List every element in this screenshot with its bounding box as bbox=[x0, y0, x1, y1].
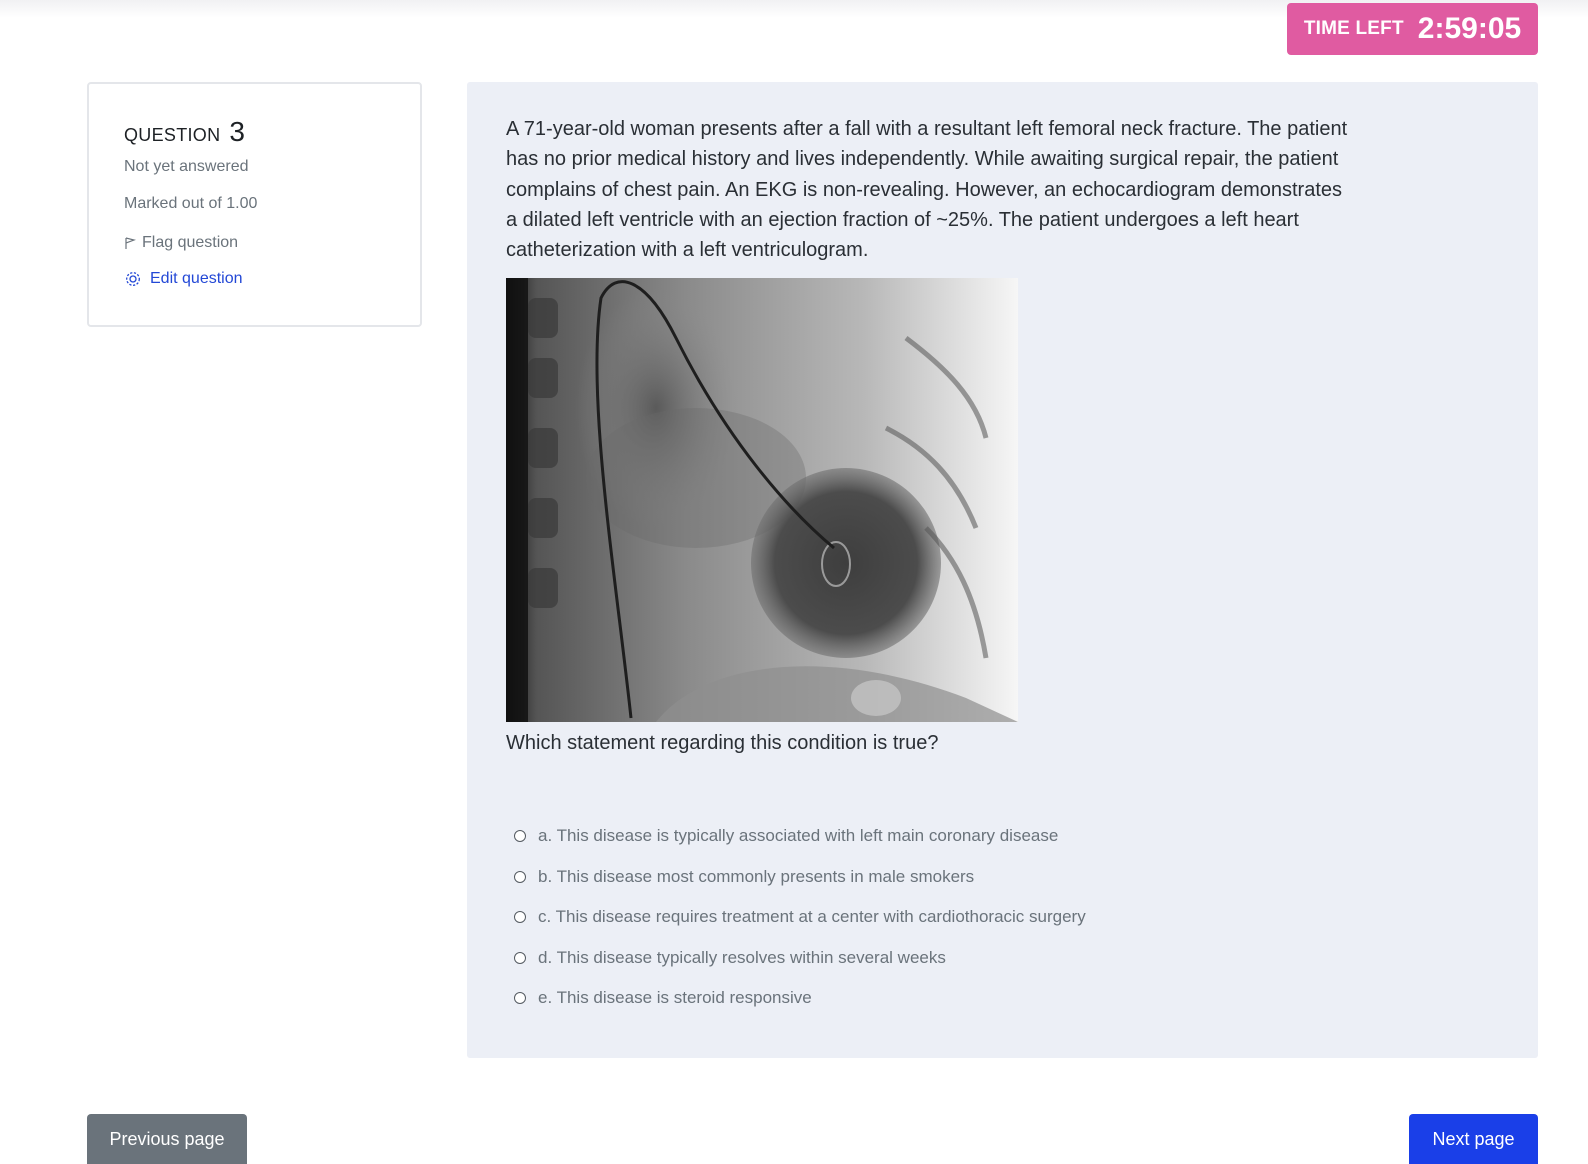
flag-question-link[interactable] bbox=[124, 234, 238, 252]
edit-question-label: Edit question bbox=[150, 270, 243, 287]
time-left-timer bbox=[1287, 3, 1538, 55]
answer-option[interactable] bbox=[514, 897, 1086, 938]
question-stem bbox=[506, 114, 1386, 265]
ventriculogram-image bbox=[506, 278, 1018, 722]
question-stem-line: complains of chest pain. An EKG is non-revealing. However, an echocardiogram demonstrates bbox=[506, 178, 1342, 201]
question-stem-line: has no prior medical history and lives independently. While awaiting surgical repair, the patient bbox=[506, 148, 1339, 171]
answer-options bbox=[514, 816, 1086, 1019]
answer-radio[interactable] bbox=[514, 992, 526, 1004]
answer-option[interactable] bbox=[514, 938, 1086, 979]
question-status: Not yet answered bbox=[124, 158, 249, 175]
answer-radio[interactable] bbox=[514, 952, 526, 964]
next-page-button[interactable]: Next page bbox=[1409, 1114, 1538, 1164]
timer-label: TIME LEFT bbox=[1303, 18, 1404, 39]
answer-option[interactable] bbox=[514, 857, 1086, 898]
question-marks: Marked out of 1.00 bbox=[124, 195, 258, 212]
answer-option[interactable] bbox=[514, 816, 1086, 857]
answer-text: a. This disease is typically associated with left main coronary disease bbox=[538, 826, 1059, 846]
answer-radio[interactable] bbox=[514, 830, 526, 842]
question-stem-line: A 71-year-old woman presents after a fall with a resultant left femoral neck fracture. The patient bbox=[506, 118, 1348, 140]
question-heading bbox=[124, 116, 245, 148]
flag-question-label: Flag question bbox=[142, 234, 239, 251]
previous-page-button[interactable]: Previous page bbox=[87, 1114, 247, 1164]
timer-value: 2:59:05 bbox=[1417, 12, 1522, 45]
question-number: 3 bbox=[229, 116, 245, 147]
question-stem-line: catheterization with a left ventriculogram. bbox=[506, 239, 869, 262]
question-prompt: Which statement regarding this condition is true? bbox=[506, 732, 939, 754]
question-label: QUESTION bbox=[124, 125, 221, 145]
question-stem-line: a dilated left ventricle with an ejection fraction of ~25%. The patient undergoes a left heart bbox=[506, 208, 1299, 231]
answer-radio[interactable] bbox=[514, 911, 526, 923]
question-content-panel bbox=[467, 82, 1538, 1058]
answer-option[interactable] bbox=[514, 978, 1086, 1019]
gear-icon bbox=[124, 270, 142, 288]
answer-text: b. This disease most commonly presents in male smokers bbox=[538, 866, 975, 886]
answer-text: c. This disease requires treatment at a center with cardiothoracic surgery bbox=[538, 907, 1086, 927]
question-info-panel bbox=[87, 82, 422, 327]
answer-radio[interactable] bbox=[514, 871, 526, 883]
flag-icon bbox=[124, 236, 136, 250]
answer-text: d. This disease typically resolves within several weeks bbox=[538, 947, 946, 967]
edit-question-link[interactable] bbox=[124, 270, 243, 288]
answer-text: e. This disease is steroid responsive bbox=[538, 988, 812, 1008]
